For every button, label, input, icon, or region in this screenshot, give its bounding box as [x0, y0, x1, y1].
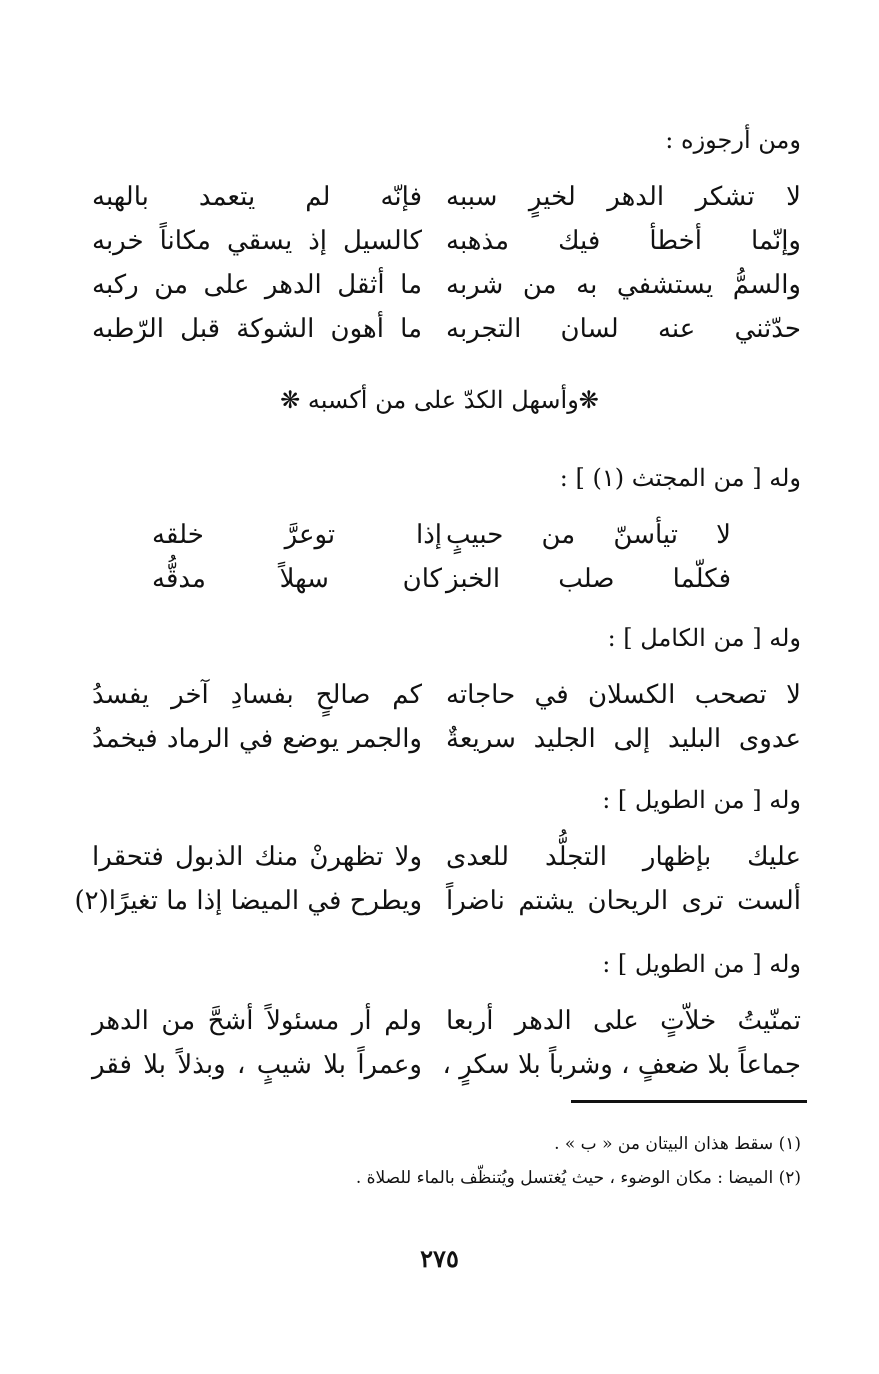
second-hemistich: كان سهلاً مدقُّه [152, 564, 442, 594]
first-hemistich: جماعاً بلا ضعفٍ ، وشرباً بلا سكرٍ ، [442, 1050, 801, 1080]
page-number: ٢٧٥ [420, 1244, 459, 1273]
poem-couplet [74, 886, 801, 926]
first-hemistich: عدوى البليد إلى الجليد سريعةٌ [446, 724, 801, 754]
second-hemistich: ما أهون الشوكة قبل الرّطبه [92, 314, 422, 344]
first-hemistich: وإنّما أخطأ فيك مذهبه [446, 226, 801, 256]
first-hemistich: عليك بإظهار التجلُّد للعدى [446, 842, 801, 872]
poem-intro: وله [ من الطويل ] : [602, 950, 801, 978]
second-hemistich: ولم أر مسئولاً أشحَّ من الدهر [92, 1006, 422, 1036]
poem-couplet [92, 724, 801, 764]
second-hemistich: إذا توعرَّ خلقه [152, 520, 442, 550]
poem-couplet [92, 842, 801, 882]
poem-intro: ومن أرجوزه : [665, 126, 801, 154]
second-hemistich: كالسيل إذ يسقي مكاناً خربه [92, 226, 422, 256]
poem-couplet [92, 564, 801, 604]
first-hemistich: فكلّما صلب الخبز [446, 564, 731, 594]
poem-intro: وله [ من الكامل ] : [607, 624, 801, 652]
first-hemistich: لا تصحب الكسلان في حاجاته [446, 680, 801, 710]
second-hemistich: فإنّه لم يتعمد بالهبه [92, 182, 422, 212]
first-hemistich: والسمُّ يستشفي به من شربه [446, 270, 801, 300]
footnote: (١) سقط هذان البيتان من « ب » . [554, 1134, 801, 1154]
footnote: (٢) الميضا : مكان الوضوء ، حيث يُغتسل ويُتنظّف بالماء للصلاة . [355, 1168, 801, 1188]
second-hemistich: كم صالحٍ بفسادِ آخر يفسدُ [92, 680, 422, 710]
footnote-separator [571, 1100, 807, 1103]
poem-couplet [92, 1050, 801, 1090]
second-hemistich: ولا تظهرنْ منك الذبول فتحقرا [92, 842, 422, 872]
second-hemistich: وعمراً بلا شيبٍ ، وبذلاً بلا فقر [92, 1050, 422, 1080]
poem-couplet [92, 314, 801, 354]
second-hemistich: ويطرح في الميضا إذا ما تغيرًا(٢) [74, 886, 422, 916]
poem-couplet [92, 1006, 801, 1046]
second-hemistich: والجمر يوضع في الرماد فيخمدُ [92, 724, 422, 754]
poem-closing-line: ❋وأسهل الكدّ على من أكسبه ❋ [280, 386, 599, 414]
poem-couplet [92, 520, 801, 560]
first-hemistich: حدّثني عنه لسان التجربه [446, 314, 801, 344]
poem-intro: وله [ من المجتث (١) ] : [559, 464, 801, 492]
poem-couplet [92, 182, 801, 222]
first-hemistich: تمنّيتُ خلاّتٍ على الدهر أربعا [446, 1006, 801, 1036]
poem-couplet [92, 680, 801, 720]
first-hemistich: ألست ترى الريحان يشتم ناضراً [446, 886, 801, 916]
first-hemistich: لا تيأسنّ من حبيبٍ [446, 520, 731, 550]
first-hemistich: لا تشكر الدهر لخيرٍ سببه [446, 182, 801, 212]
second-hemistich: ما أثقل الدهر على من ركبه [92, 270, 422, 300]
poem-intro: وله [ من الطويل ] : [602, 786, 801, 814]
poem-couplet [92, 226, 801, 266]
poem-couplet [92, 270, 801, 310]
